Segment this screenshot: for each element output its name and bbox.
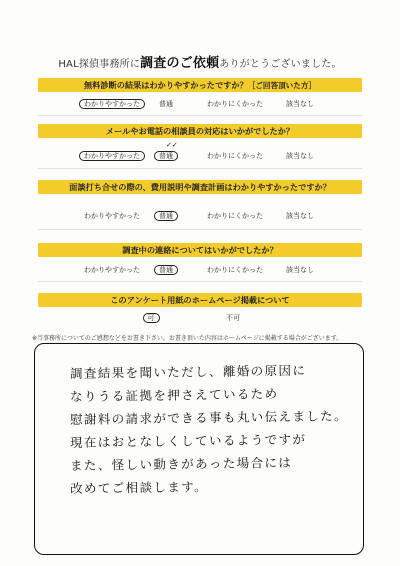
check-mark-icon: ✓✓ — [166, 141, 178, 149]
title-prefix: HAL探偵事務所に — [58, 59, 141, 70]
comment-line-4: 現在はおとなしくしているようですが — [69, 431, 307, 450]
divider — [38, 115, 362, 116]
comment-line-2: なりうる証拠を押さえているため — [69, 386, 279, 404]
q1-option-easy[interactable] — [72, 98, 152, 110]
q3-option-na-label: 該当なし — [286, 212, 314, 220]
question-2-bar — [38, 124, 362, 138]
page-title — [0, 52, 400, 71]
q1-option-normal[interactable] — [146, 98, 186, 110]
question-4-bar — [38, 243, 362, 257]
q5-option-allow-label: 可 — [143, 313, 160, 323]
q2-option-normal[interactable] — [146, 150, 186, 162]
q1-option-easy-label: わかりやすかった — [79, 99, 145, 109]
comment-line-1: 調査結果を聞いただし、離婚の原因に — [69, 362, 307, 381]
question-5-text: このアンケート用紙のホームページ掲載について — [110, 295, 290, 305]
question-1-text: 無料診断の結果はわかりやすかったですか？ — [83, 80, 248, 90]
q4-option-normal[interactable] — [146, 264, 186, 276]
comment-line-5: また、怪しい動きがあった場合には — [69, 454, 293, 473]
q1-option-na[interactable] — [280, 98, 320, 110]
comment-line-6: 改めてご相談します。 — [69, 479, 209, 496]
q2-option-normal-label: 普通 — [154, 151, 178, 161]
question-1-note: ［ご回答頂いた方］ — [247, 81, 317, 90]
question-3-text: 面談打ち合せの際の、費用説明や調査計画はわかりやすかったですか？ — [69, 182, 331, 192]
q4-option-easy-label: わかりやすかった — [84, 266, 140, 274]
q2-option-easy[interactable] — [72, 150, 152, 162]
q1-option-hard-label: わかりにくかった — [207, 100, 263, 108]
divider — [38, 281, 362, 282]
q3-option-easy-label: わかりやすかった — [84, 212, 140, 220]
question-3-bar — [38, 180, 362, 194]
question-1-bar — [38, 78, 362, 92]
q1-option-na-label: 該当なし — [286, 100, 314, 108]
q4-option-na[interactable] — [280, 264, 320, 276]
q2-option-hard-label: わかりにくかった — [207, 152, 263, 160]
question-5-bar — [38, 293, 362, 307]
q2-option-easy-label: わかりやすかった — [79, 151, 145, 161]
q2-option-na-label: 該当なし — [286, 152, 314, 160]
q5-option-allow[interactable] — [136, 312, 166, 324]
question-2-text: メールやお電話の相談員の対応はいかがでしたか？ — [105, 126, 295, 136]
q3-option-normal[interactable] — [146, 210, 186, 222]
q3-option-hard-label: わかりにくかった — [207, 212, 263, 220]
q4-option-easy[interactable] — [72, 264, 152, 276]
title-emphasis: 調査のご依頼 — [140, 56, 220, 71]
title-suffix: ありがとうございました。 — [219, 59, 342, 70]
q4-option-hard[interactable] — [200, 264, 270, 276]
q2-option-na[interactable] — [280, 150, 320, 162]
q3-option-na[interactable] — [280, 210, 320, 222]
q4-option-na-label: 該当なし — [286, 266, 314, 274]
divider — [38, 229, 362, 230]
comment-instruction: ※当事務所についてのご感想などをお書き下さい。お書き頂いた内容はホームページに掲載する場合がございます。 — [32, 335, 343, 342]
q1-option-hard[interactable] — [200, 98, 270, 110]
q5-option-deny[interactable] — [218, 312, 248, 324]
q2-option-hard[interactable] — [200, 150, 270, 162]
q3-option-easy[interactable] — [72, 210, 152, 222]
comment-line-3: 慰謝料の請求ができる事も丸い伝えました。 — [69, 408, 349, 427]
question-4-text: 調査中の連絡についてはいかがでしたか？ — [122, 245, 278, 255]
q1-option-normal-label: 普通 — [159, 100, 173, 108]
divider — [38, 168, 362, 169]
q3-option-hard[interactable] — [200, 210, 270, 222]
q4-option-hard-label: わかりにくかった — [207, 266, 263, 274]
q4-option-normal-label: 普通 — [154, 265, 178, 275]
q3-option-normal-label: 普通 — [154, 211, 178, 221]
q5-option-deny-label: 不可 — [226, 314, 240, 322]
